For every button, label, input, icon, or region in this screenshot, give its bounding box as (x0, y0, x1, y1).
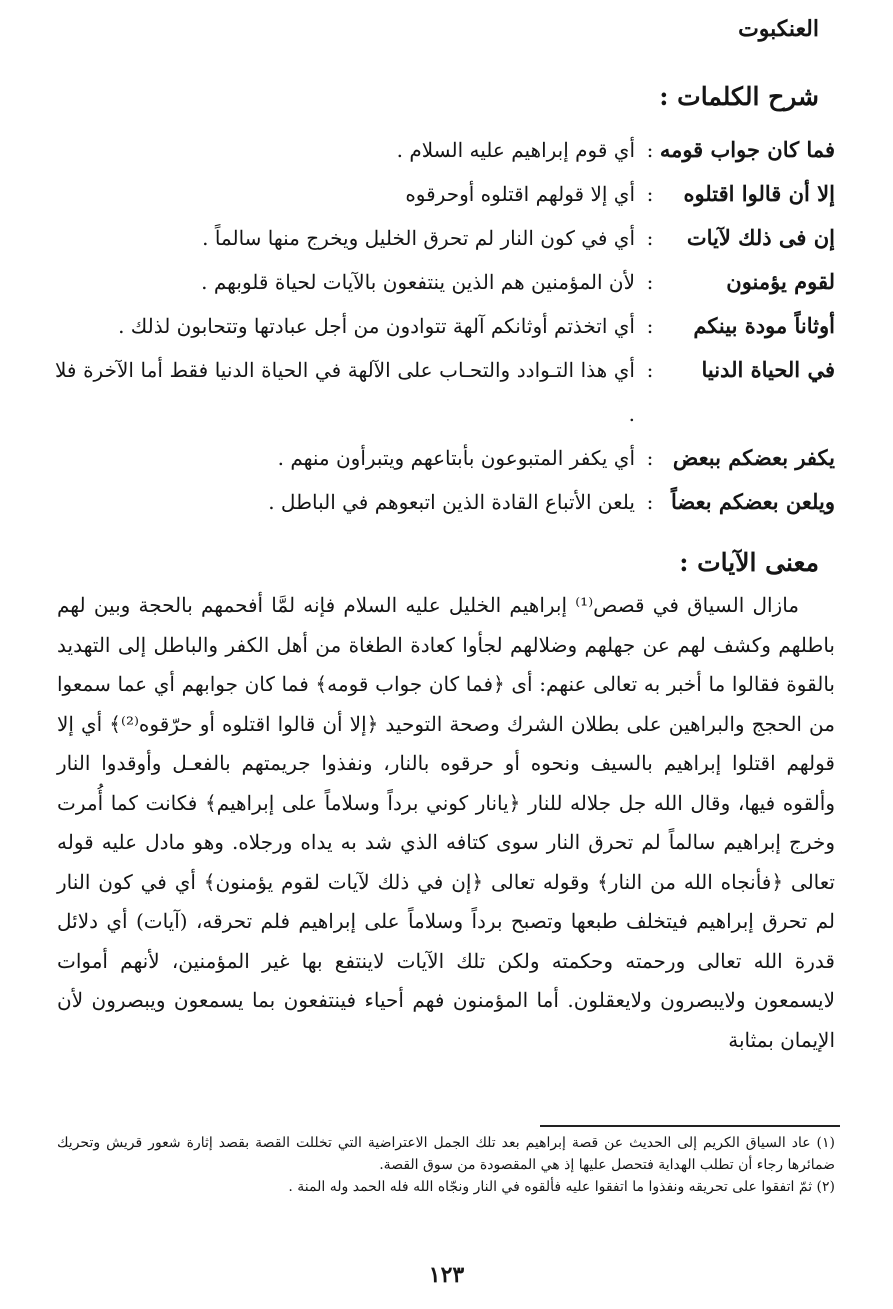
glossary-colon: : (646, 446, 654, 470)
page-number: ١٢٣ (428, 1262, 465, 1288)
glossary-row (55, 172, 835, 216)
glossary-definition: أي إلا قولهم اقتلوه أوحرقوه (405, 182, 635, 206)
glossary-row (55, 216, 835, 260)
glossary (55, 128, 835, 524)
glossary-term: إن فى ذلك لآيات (686, 225, 835, 250)
glossary-term: يكفر بعضكم ببعض (672, 445, 835, 470)
commentary-paragraph: مازال السياق في قصص⁽¹⁾ إبراهيم الخليل عليه السلام فإنه لمَّا أفحمهم بالحجة وبين لهم باطلهم وكشف لهم عن جهلهم وضلالهم لجأوا كعادة الطغاة من أهل الكفر والباطل إلى التهديد بالقوة فقالوا ما أخبر به تعالى عنهم: أى ﴿فما كان جواب قومه﴾ فما كان جوابهم أي عما سمعوا من الحجج والبراهين على بطلان الشرك وصحة التوحيد ﴿إلا أن قالوا اقتلوه أو حرّقوه⁽²⁾﴾ أي إلا قولهم اقتلوا إبراهيم بالسيف ونحوه أو حرقوه بالنار، ونفذوا جريمتهم بالفعـل وأوقدوا النار وألقوه فيها، وقال الله جل جلاله للنار ﴿يانار كوني برداً وسلاماً على إبراهيم﴾ فكانت كما أُمرت وخرج إبراهيم سالماً لم تحرق النار سوى كتافه الذي شد به يداه ورجلاه. وهو مادل عليه قوله تعالى ﴿فأنجاه الله من النار﴾ وقوله تعالى ﴿إن في ذلك لآيات لقوم يؤمنون﴾ أي في كون النار لم تحرق إبراهيم فيتخلف طبعها وتصبح برداً وسلاماً على إبراهيم فلم تحرقه، (آيات) أي دلائل قدرة الله تعالى ورحمته وحكمته ولكن تلك الآيات لاينتفع بها غير المؤمنين، لأنهم أموات لايسمعون ولايبصرون ولايعقلون. أما المؤمنون فهم أحياء فينتفعون بما يسمعون ويبصرون لأن الإيمان بمثابة (57, 593, 835, 1052)
footnote-2: (٢) ثمّ اتفقوا على تحريقه ونفذوا ما اتفقوا عليه فألقوه في النار ونجّاه الله فله الحمد وله المنة . (288, 1179, 835, 1195)
footnote-1: (١) عاد السياق الكريم إلى الحديث عن قصة إبراهيم بعد تلك الجمل الاعتراضية التي تخللت القصة بقصد إثارة شعور قريش وتحريك ضمائرها رجاء أن تطلب الهداية فتحصل عليها إذ هي المقصودة من سوق القصة. (57, 1135, 835, 1173)
glossary-colon: : (646, 138, 654, 162)
glossary-definition: أي في كون النار لم تحرق الخليل ويخرج منها سالماً . (202, 226, 635, 250)
running-head: العنكبوت (738, 16, 819, 42)
glossary-row (55, 260, 835, 304)
glossary-term: في الحياة الدنيا (701, 357, 835, 382)
glossary-colon: : (646, 358, 654, 382)
footnotes (57, 1132, 835, 1198)
glossary-definition: أي قوم إبراهيم عليه السلام . (396, 138, 635, 162)
footnote-divider (540, 1125, 840, 1127)
glossary-definition: أي اتخذتم أوثانكم آلهة تتوادون من أجل عبادتها وتتحابون لذلك . (118, 314, 635, 338)
glossary-colon: : (646, 226, 654, 250)
glossary-term: أوثاناً مودة بينكم (693, 313, 835, 338)
glossary-term: لقوم يؤمنون (726, 269, 835, 294)
glossary-row (55, 348, 835, 436)
glossary-heading: شرح الكلمات : (659, 82, 819, 111)
glossary-row (55, 304, 835, 348)
glossary-colon: : (646, 314, 654, 338)
glossary-term: فما كان جواب قومه (659, 137, 835, 162)
glossary-term: إلا أن قالوا اقتلوه (683, 181, 835, 206)
verses-heading: معنى الآيات : (679, 548, 819, 577)
glossary-colon: : (646, 270, 654, 294)
glossary-row (55, 480, 835, 524)
glossary-colon: : (646, 182, 654, 206)
glossary-term: ويلعن بعضكم بعضاً (670, 489, 835, 514)
glossary-definition: أي هذا التـوادد والتحـاب على الآلهة في الحياة الدنيا فقط أما الآخرة فلا . (55, 358, 635, 426)
glossary-definition: أي يكفر المتبوعون بأبتاعهم ويتبرأون منهم . (277, 446, 635, 470)
glossary-colon: : (646, 490, 654, 514)
glossary-definition: يلعن الأتباع القادة الذين اتبعوهم في الباطل . (268, 490, 635, 514)
glossary-definition: لأن المؤمنين هم الذين ينتفعون بالآيات لحياة قلوبهم . (201, 270, 635, 294)
glossary-row (55, 436, 835, 480)
glossary-row (55, 128, 835, 172)
